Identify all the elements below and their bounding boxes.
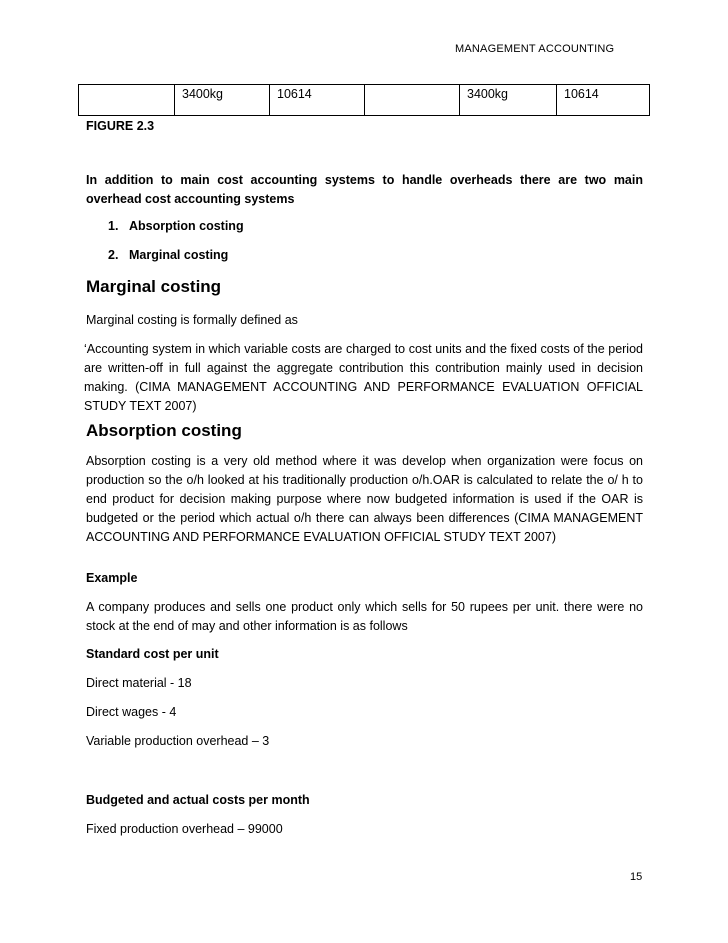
table-row (79, 85, 650, 116)
absorption-paragraph: Absorption costing is a very old method where it was develop when organization were focus on production so the o/h looked at his traditionally production o/h.OAR is calculated to relate the o/ h to end product for decision making purpose where now budgeted information is used if the OAR is budgeted or the period which actual o/h there can always been differences (CIMA MANAGEMENT ACCOUNTING AND PERFORMANCE EVALUATION OFFICIAL STUDY TEXT 2007) (86, 454, 643, 544)
cost-item: Direct wages - 4 (86, 705, 177, 719)
fixed-overhead: Fixed production overhead – 99000 (86, 822, 283, 836)
table-cell: 3400kg (175, 85, 270, 116)
section-heading-marginal: Marginal costing (86, 277, 222, 296)
table-cell: 10614 (557, 85, 650, 116)
budget-heading: Budgeted and actual costs per month (86, 793, 310, 807)
marginal-quote: ‘Accounting system in which variable costs are charged to cost units and the fixed costs of the period are written-off in full against the aggregate contribution this contribution mainly used in decision making. (CIMA MANAGEMENT ACCOUNTING AND PERFORMANCE EVALUATION OFFICIAL STUDY TEXT 2007) (84, 342, 643, 413)
table-cell (365, 85, 460, 116)
standard-cost-heading: Standard cost per unit (86, 647, 219, 661)
table-cell (79, 85, 175, 116)
running-header: MANAGEMENT ACCOUNTING (455, 43, 615, 55)
cost-item: Variable production overhead – 3 (86, 734, 270, 748)
list-item (108, 248, 228, 262)
figure-label: FIGURE 2.3 (86, 119, 155, 133)
page-number: 15 (630, 871, 643, 883)
list-number: 1. (108, 219, 119, 233)
table-cell: 10614 (270, 85, 365, 116)
definition-intro: Marginal costing is formally defined as (86, 313, 298, 327)
list-number: 2. (108, 248, 119, 262)
list-text: Marginal costing (129, 248, 229, 262)
section-heading-absorption: Absorption costing (86, 421, 242, 440)
list-item (108, 219, 244, 233)
example-paragraph: A company produces and sells one product only which sells for 50 rupees per unit. there were no stock at the end of may and other information is as follows (86, 600, 643, 633)
cost-item: Direct material - 18 (86, 676, 192, 690)
example-heading: Example (86, 571, 138, 585)
table-cell: 3400kg (460, 85, 557, 116)
list-text: Absorption costing (129, 219, 244, 233)
intro-paragraph: In addition to main cost accounting systems to handle overheads there are two main overhead cost accounting systems (86, 173, 643, 206)
figure-table (78, 84, 650, 116)
